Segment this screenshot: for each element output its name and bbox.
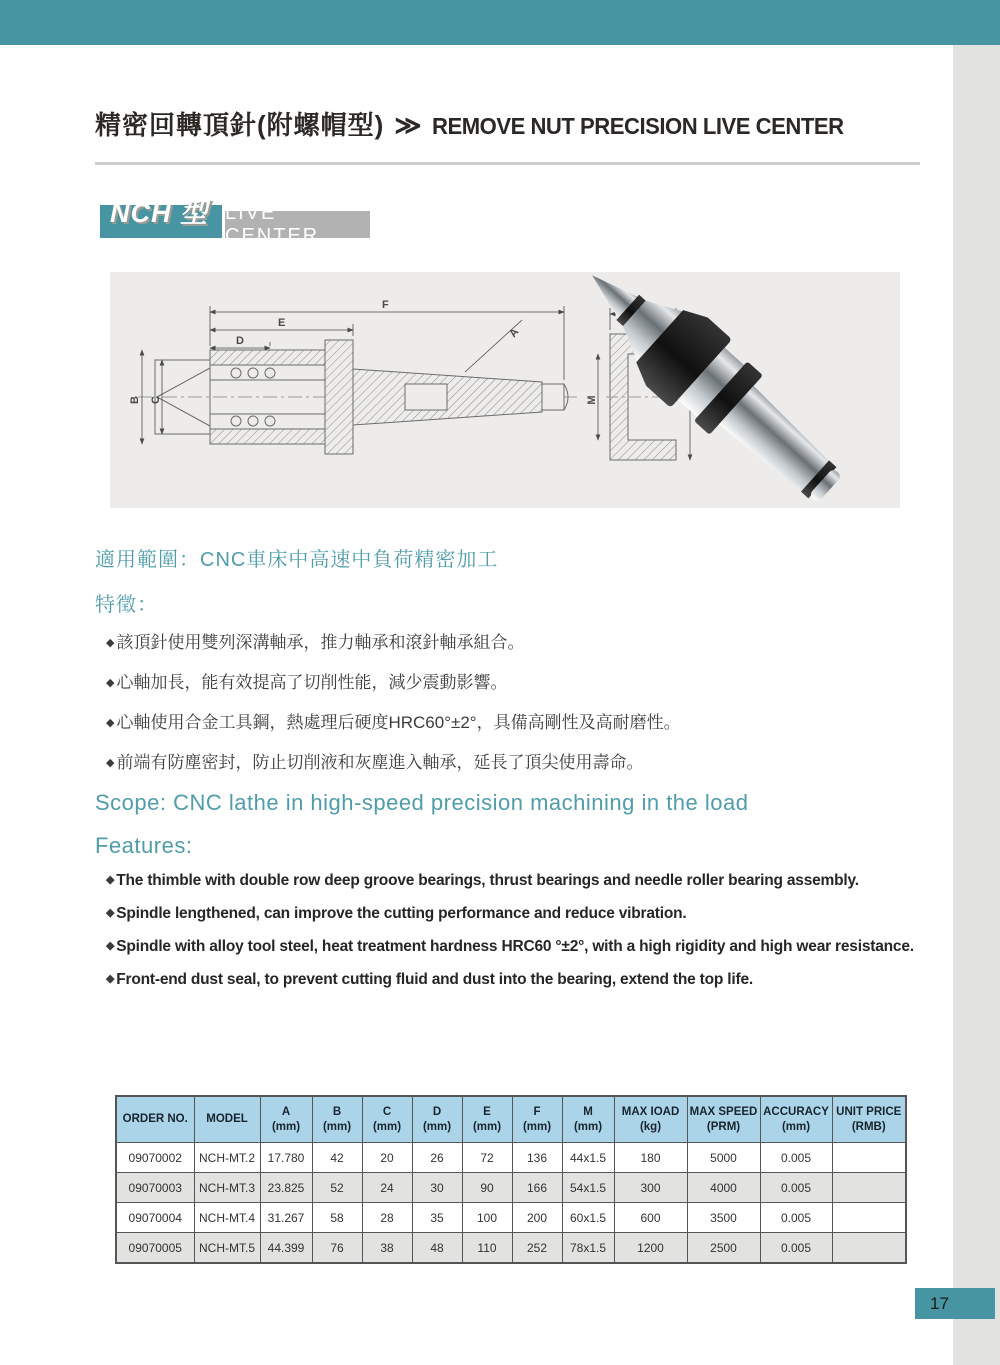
diamond-bullet-icon: ◆ — [106, 907, 115, 919]
table-row: 09070002 NCH-MT.2 17.780 42 20 26 72 136 44x1.5 180 5000 0.005 — [116, 1143, 906, 1173]
diamond-bullet-icon: ◆ — [106, 940, 115, 952]
technical-drawing — [110, 272, 900, 508]
col-accuracy: ACCURACY (mm) — [760, 1096, 832, 1143]
features-heading-zh: 特徵： — [95, 594, 158, 616]
col-max-speed: MAX SPEED (PRM) — [687, 1096, 760, 1143]
table-row: 09070003 NCH-MT.3 23.825 52 24 30 90 166 54x1.5 300 4000 0.005 — [116, 1173, 906, 1203]
feature-item-en: ◆ Spindle with alloy tool steel, heat treatment hardness HRC60 °±2°, with a high rigidity and high wear resistance. — [106, 938, 914, 955]
diamond-bullet-icon: ◆ — [106, 874, 115, 886]
section-view — [138, 340, 580, 454]
model-badge-name: NCH 型 — [100, 205, 222, 238]
page-title — [95, 105, 925, 142]
page-title-english: REMOVE NUT PRECISION LIVE CENTER — [431, 113, 844, 139]
scope-heading-en: Scope: CNC lathe in high-speed precision machining in the load — [95, 790, 749, 815]
feature-item-en: ◆ The thimble with double row deep groove bearings, thrust bearings and needle roller bearing assembly. — [106, 872, 859, 889]
diamond-bullet-icon: ◆ — [106, 757, 115, 769]
dim-label-c: C — [150, 396, 162, 404]
col-a: A (mm) — [260, 1096, 312, 1143]
feature-item-zh: ◆ 心軸加長，能有效提高了切削性能，減少震動影響。 — [106, 673, 508, 692]
top-accent-bar — [0, 0, 1000, 45]
scope-heading-zh: 適用範圍：CNC車床中高速中負荷精密加工 — [95, 549, 499, 571]
dim-label-d: D — [236, 335, 244, 347]
feature-item-zh: ◆ 心軸使用合金工具鋼，熱處理后硬度HRC60°±2°，具備高剛性及高耐磨性。 — [106, 713, 681, 732]
col-max-load: MAX IOAD (kg) — [614, 1096, 687, 1143]
table-row: 09070005 NCH-MT.5 44.399 76 38 48 110 252 78x1.5 1200 2500 0.005 — [116, 1233, 906, 1264]
page-title-chinese: 精密回轉頂針(附螺帽型) — [95, 110, 385, 140]
page-number-badge: 17 — [915, 1288, 995, 1319]
chevron-right-icon: ≫ — [394, 110, 422, 140]
product-figure — [110, 272, 900, 508]
feature-item-zh: ◆ 前端有防塵密封，防止切削液和灰塵進入軸承，延長了頂尖使用壽命。 — [106, 753, 644, 772]
features-list-zh — [106, 628, 681, 788]
col-f: F (mm) — [512, 1096, 562, 1143]
right-margin-strip — [953, 45, 1000, 1365]
dim-label-b: B — [129, 396, 141, 404]
features-heading-en: Features: — [95, 833, 193, 858]
dim-label-m: M — [586, 395, 598, 405]
spec-table — [115, 1095, 907, 1264]
table-row: 09070004 NCH-MT.4 31.267 58 28 35 100 200 60x1.5 600 3500 0.005 — [116, 1203, 906, 1233]
features-list-en — [106, 872, 914, 1004]
col-unit-price: UNIT PRICE (RMB) — [832, 1096, 906, 1143]
diamond-bullet-icon: ◆ — [106, 717, 115, 729]
product-photo — [561, 272, 860, 508]
col-order-no: ORDER NO. — [116, 1096, 194, 1143]
col-m: M (mm) — [562, 1096, 614, 1143]
col-e: E (mm) — [462, 1096, 512, 1143]
dim-label-f: F — [382, 299, 389, 311]
diamond-bullet-icon: ◆ — [106, 637, 115, 649]
model-badge — [100, 198, 370, 247]
feature-item-zh: ◆ 該頂針使用雙列深溝軸承，推力軸承和滾針軸承組合。 — [106, 633, 525, 652]
col-b: B (mm) — [312, 1096, 362, 1143]
title-divider — [95, 162, 920, 165]
diamond-bullet-icon: ◆ — [106, 973, 115, 985]
dim-label-a: A — [507, 326, 522, 340]
table-header-row — [116, 1096, 906, 1143]
col-model: MODEL — [194, 1096, 260, 1143]
feature-item-en: ◆ Front-end dust seal, to prevent cutting fluid and dust into the bearing, extend the top life. — [106, 971, 753, 988]
col-c: C (mm) — [362, 1096, 412, 1143]
diamond-bullet-icon: ◆ — [106, 677, 115, 689]
model-badge-type: LIVE CENTER — [225, 211, 370, 238]
col-d: D (mm) — [412, 1096, 462, 1143]
feature-item-en: ◆ Spindle lengthened, can improve the cutting performance and reduce vibration. — [106, 905, 687, 922]
dim-label-e: E — [278, 317, 286, 329]
